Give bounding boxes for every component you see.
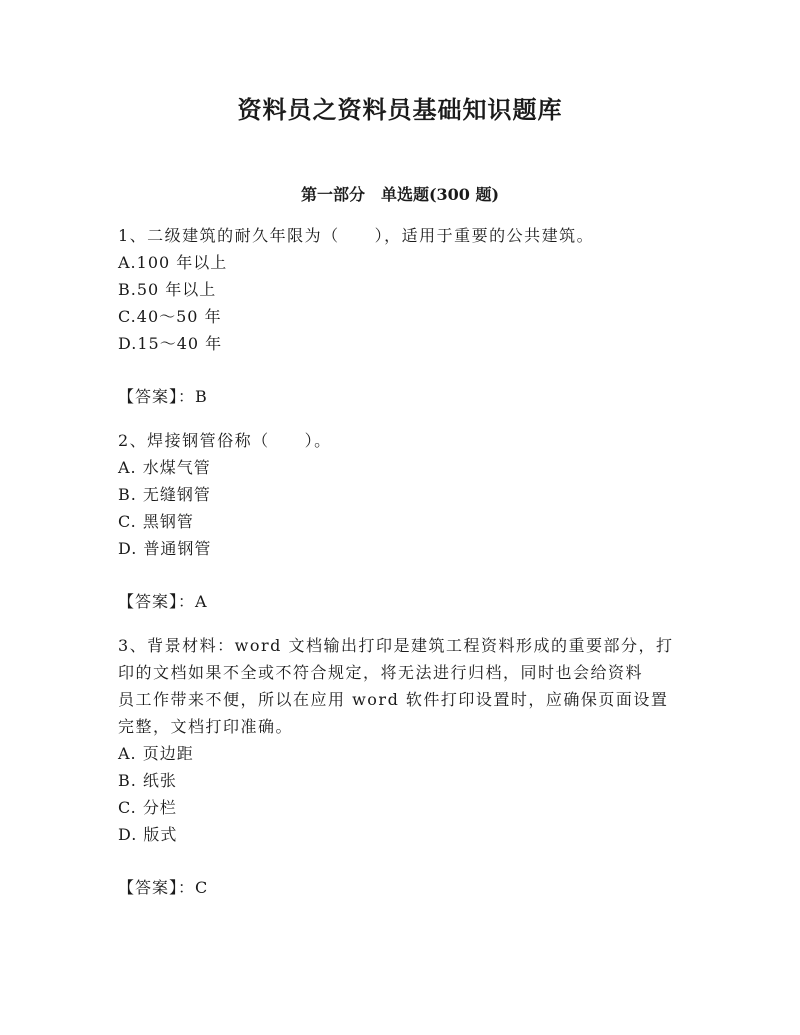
answer-line: 【答案】：C: [118, 878, 209, 897]
question-1: [118, 222, 693, 410]
option-a: A.100 年以上: [118, 253, 228, 272]
question-stem: 1、二级建筑的耐久年限为（ ），适用于重要的公共建筑。: [118, 226, 595, 245]
question-stem-line: 完整，文档打印准确。: [118, 717, 294, 736]
option-b: B. 纸张: [118, 771, 177, 790]
answer-line: 【答案】：B: [118, 387, 208, 406]
option-d: D.15～40 年: [118, 334, 223, 353]
option-b: B. 无缝钢管: [118, 485, 211, 504]
question-stem-line: 3、背景材料：word 文档输出打印是建筑工程资料形成的重要部分，打: [118, 636, 674, 655]
option-c: C. 分栏: [118, 798, 177, 817]
option-a: A. 水煤气管: [118, 458, 211, 477]
option-a: A. 页边距: [118, 744, 194, 763]
option-c: C.40～50 年: [118, 307, 222, 326]
option-d: D. 普通钢管: [118, 539, 212, 558]
question-list: [118, 222, 693, 901]
question-2: [118, 427, 693, 615]
question-stem-line: 员工作带来不便，所以在应用 word 软件打印设置时，应确保页面设置: [118, 690, 669, 709]
question-3: [118, 632, 693, 901]
document-title: 资料员之资料员基础知识题库: [237, 95, 563, 124]
answer-line: 【答案】：A: [118, 592, 208, 611]
question-stem: 2、焊接钢管俗称（ ）。: [118, 431, 332, 450]
question-spacer: [118, 410, 693, 427]
option-c: C. 黑钢管: [118, 512, 194, 531]
question-spacer: [118, 615, 693, 632]
section-title: 第一部分 单选题(300 题): [300, 185, 500, 204]
question-stem-line: 印的文档如果不全或不符合规定，将无法进行归档，同时也会给资料: [118, 663, 644, 682]
option-d: D. 版式: [118, 825, 178, 844]
option-b: B.50 年以上: [118, 280, 217, 299]
